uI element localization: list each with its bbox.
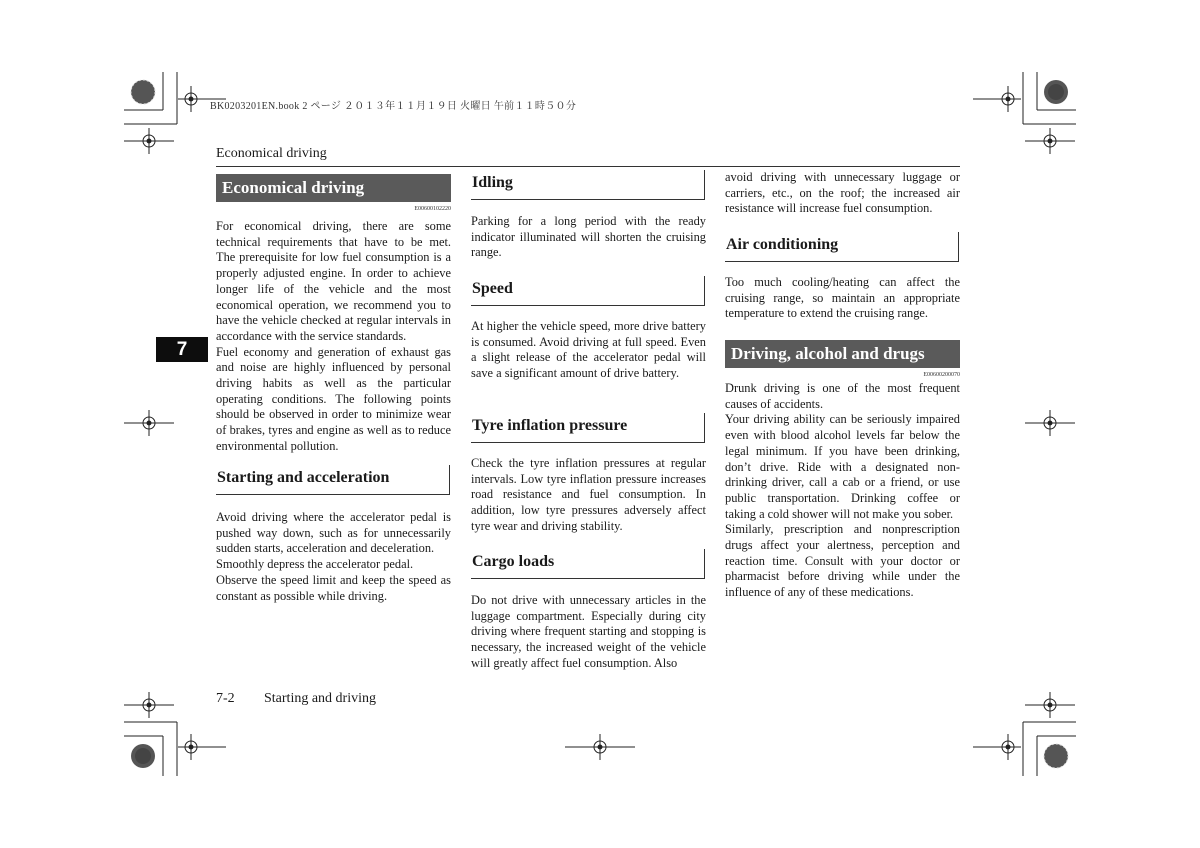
cargo-continuation [725,170,960,217]
chapter-name: Starting and driving [264,691,376,706]
heading-idling: Idling [471,170,705,200]
paragraph: Smoothly depress the accelerator pedal. [216,557,414,572]
tyre-text [471,456,706,535]
column-1-section [216,510,451,604]
column-3-alcohol [725,340,960,601]
paragraph: Your driving ability can be seriously impaired even with blood alcohol levels far below the legal minimum. If you have been drinking, don’t drive. Ride with a designated non-drinking driver, call a cab or a friend, or use public transportation. Drinking coffee or taking a cold shower will not make you sober. [725,412,960,521]
paragraph: Drunk driving is one of the most frequent causes of accidents. [725,381,960,411]
paragraph: At higher the vehicle speed, more drive battery is consumed. Avoid driving at full speed. Even a slight release of the accelerator pedal will save a significant amount of drive battery. [471,319,706,381]
ac-text [725,275,960,322]
paragraph: Similarly, prescription and nonprescription drugs affect your alertness, perception and reaction time. Consult with your doctor or pharmacist before driving while under the influence of any of these medications. [725,522,960,600]
paragraph: Fuel economy and generation of exhaust gas and noise are highly influenced by personal driving habits as well as the particular operating conditions. The following points should be observed in order to minimize wear of brakes, tyres and engine as well as to reduce environmental pollution. [216,344,451,453]
heading-air-conditioning: Air conditioning [725,232,959,262]
section-title-economical-driving: Economical driving [216,174,451,202]
paragraph: Observe the speed limit and keep the speed as constant as possible while driving. [216,572,451,603]
paragraph: For economical driving, there are some technical requirements that have to be met. The prerequisite for low fuel consumption is a properly adjusted engine. In order to achieve longer life of the vehicle and the most economical operation, we recommend you to have the vehicle checked at regular intervals in accordance with the service standards. [216,219,451,343]
chapter-tab: 7 [156,337,208,362]
section-code: E00600200070 [923,372,960,378]
section-title-alcohol-drugs: Driving, alcohol and drugs [725,340,960,368]
section-code: E00600102220 [414,206,451,212]
paragraph: Too much cooling/heating can affect the cruising range, so maintain an appropriate temperature to extend the cruising range. [725,275,960,321]
running-head: Economical driving [216,146,327,161]
print-file-header: BK0203201EN.book 2 ページ ２０１３年１１月１９日 火曜日 午前１１時５０分 [210,101,577,112]
idling-text [471,214,706,261]
paragraph: Parking for a long period with the ready indicator illuminated will shorten the cruising range. [471,214,706,260]
heading-cargo-loads: Cargo loads [471,549,705,579]
heading-speed: Speed [471,276,705,306]
speed-text [471,319,706,382]
page-number: 7-2 [216,691,235,706]
heading-starting-acceleration: Starting and acceleration [216,465,450,495]
column-1 [216,174,451,455]
cargo-text [471,593,706,672]
paragraph: avoid driving with unnecessary luggage or carriers, etc., on the roof; the increased air resistance will increase fuel consumption. [725,170,960,216]
heading-tyre-pressure: Tyre inflation pressure [471,413,705,443]
paragraph: Avoid driving where the accelerator pedal is pushed way down, such as for unnecessarily sudden starts, acceleration and deceleration. [216,510,451,556]
paragraph: Check the tyre inflation pressures at regular intervals. Low tyre inflation pressure increases road resistance and fuel consumption. In addition, low tyre pressures adversely affect tyre wear and driving stability. [471,456,706,533]
paragraph: Do not drive with unnecessary articles in the luggage compartment. Especially during city driving where frequent starting and stopping is necessary, the increased weight of the vehicle will greatly affect fuel consumption. Also [471,593,706,670]
header-rule [216,166,960,167]
